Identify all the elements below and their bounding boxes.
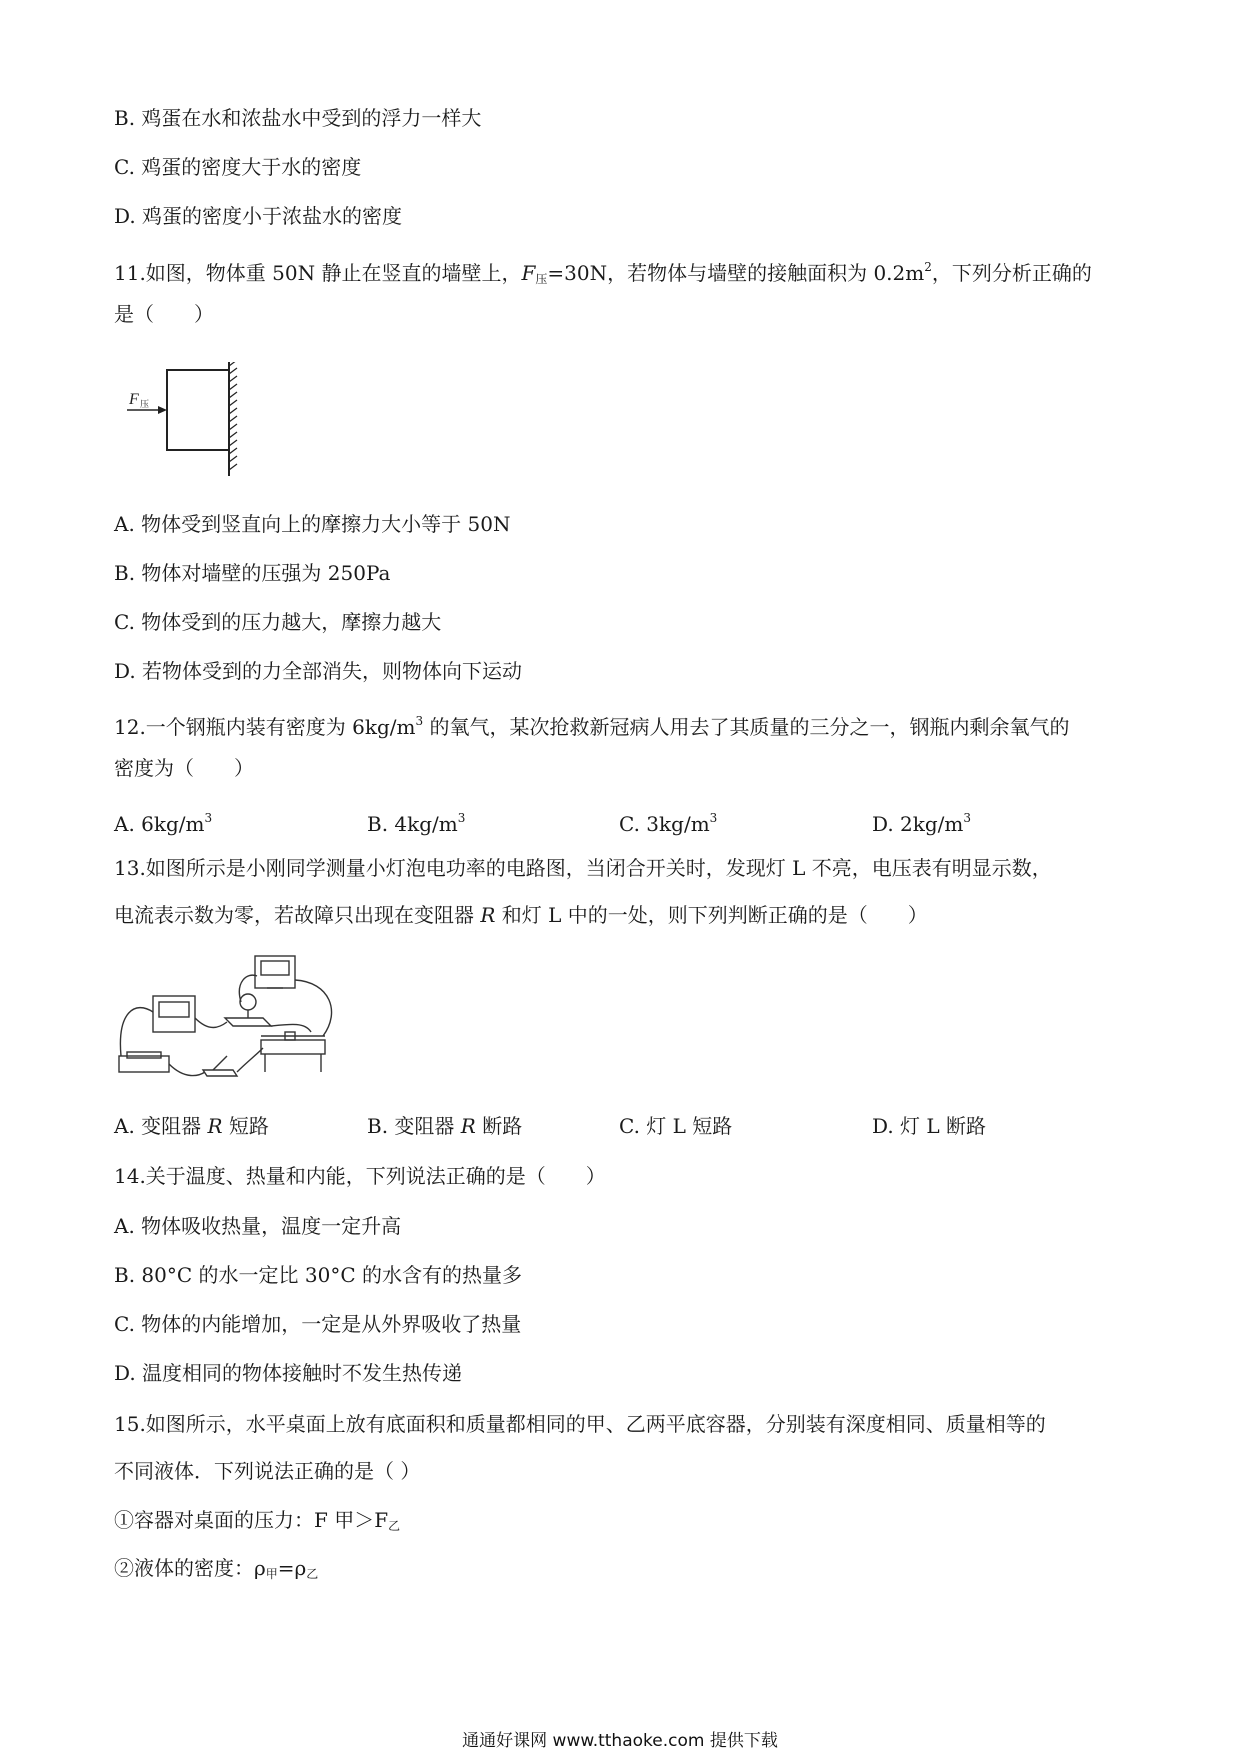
q15-item-1 xyxy=(114,1505,400,1541)
force-arrow-head xyxy=(158,406,167,414)
battery-top xyxy=(127,1052,161,1058)
q12-stem-b: 的氧气，某次抢救新冠病人用去了其质量的三分之一，钢瓶内剩余氧气的 xyxy=(423,715,1070,739)
q14-option-a: A. 物体吸收热量，温度一定升高 xyxy=(114,1214,402,1238)
q15-item-1-text: ①容器对桌面的压力：F 甲＞F xyxy=(114,1508,389,1532)
q13-resistor-symbol: R xyxy=(480,903,496,927)
q15-item-1-subscript: 乙 xyxy=(388,1519,401,1533)
wire-ammeter-lamp xyxy=(195,1018,227,1028)
q12-option-b-text: B. 4kg/m xyxy=(367,812,458,836)
q12-option-c-exp: 3 xyxy=(709,811,718,825)
wire-voltmeter-rheostat xyxy=(295,980,332,1036)
q12-option-d-exp: 3 xyxy=(963,811,972,825)
q11-force-symbol: F xyxy=(521,261,536,285)
q13-option-c: C. 灯 L 短路 xyxy=(619,1114,733,1138)
q13-option-b-suffix: 断路 xyxy=(475,1114,523,1138)
block-rect xyxy=(167,370,229,450)
q13-option-a-prefix: A. 变阻器 xyxy=(114,1114,208,1138)
q10-option-c: C. 鸡蛋的密度大于水的密度 xyxy=(114,155,362,179)
q14-stem: 14.关于温度、热量和内能，下列说法正确的是（ ） xyxy=(114,1164,606,1188)
q11-stem-line1 xyxy=(114,252,1092,294)
q12-option-a-text: A. 6kg/m xyxy=(114,812,205,836)
q12-stem-line2: 密度为（ ） xyxy=(114,756,254,780)
lamp-bulb xyxy=(240,994,256,1010)
wall-hatching xyxy=(229,362,237,470)
force-label-subscript: 压 xyxy=(140,399,150,409)
q12-option-d xyxy=(872,803,971,839)
switch-base xyxy=(203,1070,237,1076)
q13-option-d: D. 灯 L 断路 xyxy=(872,1114,987,1138)
q15-stem-line1: 15.如图所示，水平桌面上放有底面积和质量都相同的甲、乙两平底容器，分别装有深度相同、质量相等的 xyxy=(114,1412,1046,1436)
q12-option-b-exp: 3 xyxy=(457,811,466,825)
q11-force-subscript: 压 xyxy=(535,272,548,286)
page-footer: 通通好课网 www.tthaoke.com 提供下载 xyxy=(462,1731,778,1751)
q11-option-b: B. 物体对墙壁的压强为 250Pa xyxy=(114,561,391,585)
q10-option-d: D. 鸡蛋的密度小于浓盐水的密度 xyxy=(114,204,403,228)
q15-item-2 xyxy=(114,1553,318,1589)
q13-stem-line2-a: 电流表示数为零，若故障只出现在变阻器 xyxy=(114,903,481,927)
q13-stem-line1: 13.如图所示是小刚同学测量小灯泡电功率的电路图，当闭合开关时，发现灯 L 不亮，电压表有明显示数， xyxy=(114,856,1052,880)
q15-item-2-text-a: ②液体的密度：ρ xyxy=(114,1556,266,1580)
switch-lever xyxy=(213,1056,227,1070)
q11-stem-b: =30N，若物体与墙壁的接触面积为 0.2m xyxy=(547,261,925,285)
voltmeter-dial xyxy=(261,961,289,975)
q13-stem-line2 xyxy=(114,900,928,930)
q15-item-2-text-b: =ρ xyxy=(277,1556,307,1580)
q11-option-c: C. 物体受到的压力越大，摩擦力越大 xyxy=(114,610,442,634)
circuit-diagram xyxy=(115,952,345,1084)
q12-option-a xyxy=(114,803,212,839)
q12-option-c-text: C. 3kg/m xyxy=(619,812,710,836)
q13-option-a-suffix: 短路 xyxy=(222,1114,269,1138)
q11-stem-c: ，下列分析正确的 xyxy=(931,261,1092,285)
q12-stem-a: 12.一个钢瓶内装有密度为 6kg/m xyxy=(114,715,416,739)
wire-battery-switch xyxy=(169,1064,205,1076)
q13-option-a xyxy=(114,1111,269,1141)
q13-option-b-symbol: R xyxy=(460,1114,476,1138)
q14-option-c: C. 物体的内能增加，一定是从外界吸收了热量 xyxy=(114,1312,522,1336)
q15-stem-line2: 不同液体．下列说法正确的是（ ） xyxy=(114,1459,421,1483)
block-wall-diagram xyxy=(125,362,245,482)
q14-option-d: D. 温度相同的物体接触时不发生热传递 xyxy=(114,1361,463,1385)
q13-option-b xyxy=(367,1111,522,1141)
q12-option-b xyxy=(367,803,465,839)
q13-stem-line2-b: 和灯 L 中的一处，则下列判断正确的是（ ） xyxy=(495,903,928,927)
q12-option-a-exp: 3 xyxy=(204,811,213,825)
q12-stem-line1 xyxy=(114,706,1070,742)
q14-option-b: B. 80°C 的水一定比 30°C 的水含有的热量多 xyxy=(114,1263,522,1287)
q11-stem-a: 11.如图，物体重 50N 静止在竖直的墙壁上， xyxy=(114,261,522,285)
q13-option-b-prefix: B. 变阻器 xyxy=(367,1114,461,1138)
q12-option-d-text: D. 2kg/m xyxy=(872,812,964,836)
rheostat-body xyxy=(261,1040,325,1054)
q11-option-d: D. 若物体受到的力全部消失，则物体向下运动 xyxy=(114,659,523,683)
ammeter-dial xyxy=(159,1002,189,1017)
q11-stem-line2: 是（ ） xyxy=(114,302,214,326)
q10-option-b: B. 鸡蛋在水和浓盐水中受到的浮力一样大 xyxy=(114,106,482,130)
q11-area-exponent: 2 xyxy=(924,260,932,274)
wire-battery-ammeter xyxy=(120,1008,153,1056)
q11-option-a: A. 物体受到竖直向上的摩擦力大小等于 50N xyxy=(114,512,511,536)
q12-density-exponent: 3 xyxy=(415,714,424,728)
q13-option-a-symbol: R xyxy=(207,1114,223,1138)
q13-figure-circuit xyxy=(115,952,345,1084)
q11-figure-block-on-wall xyxy=(125,362,245,482)
wire-lamp-rheostat xyxy=(271,1024,311,1032)
q12-option-c xyxy=(619,803,717,839)
lamp-base xyxy=(225,1018,271,1026)
q15-item-2-subscript-1: 甲 xyxy=(265,1567,278,1581)
q15-item-2-subscript-2: 乙 xyxy=(306,1567,319,1581)
force-label: F xyxy=(129,391,139,408)
wire-switch-rheostat xyxy=(237,1048,263,1072)
